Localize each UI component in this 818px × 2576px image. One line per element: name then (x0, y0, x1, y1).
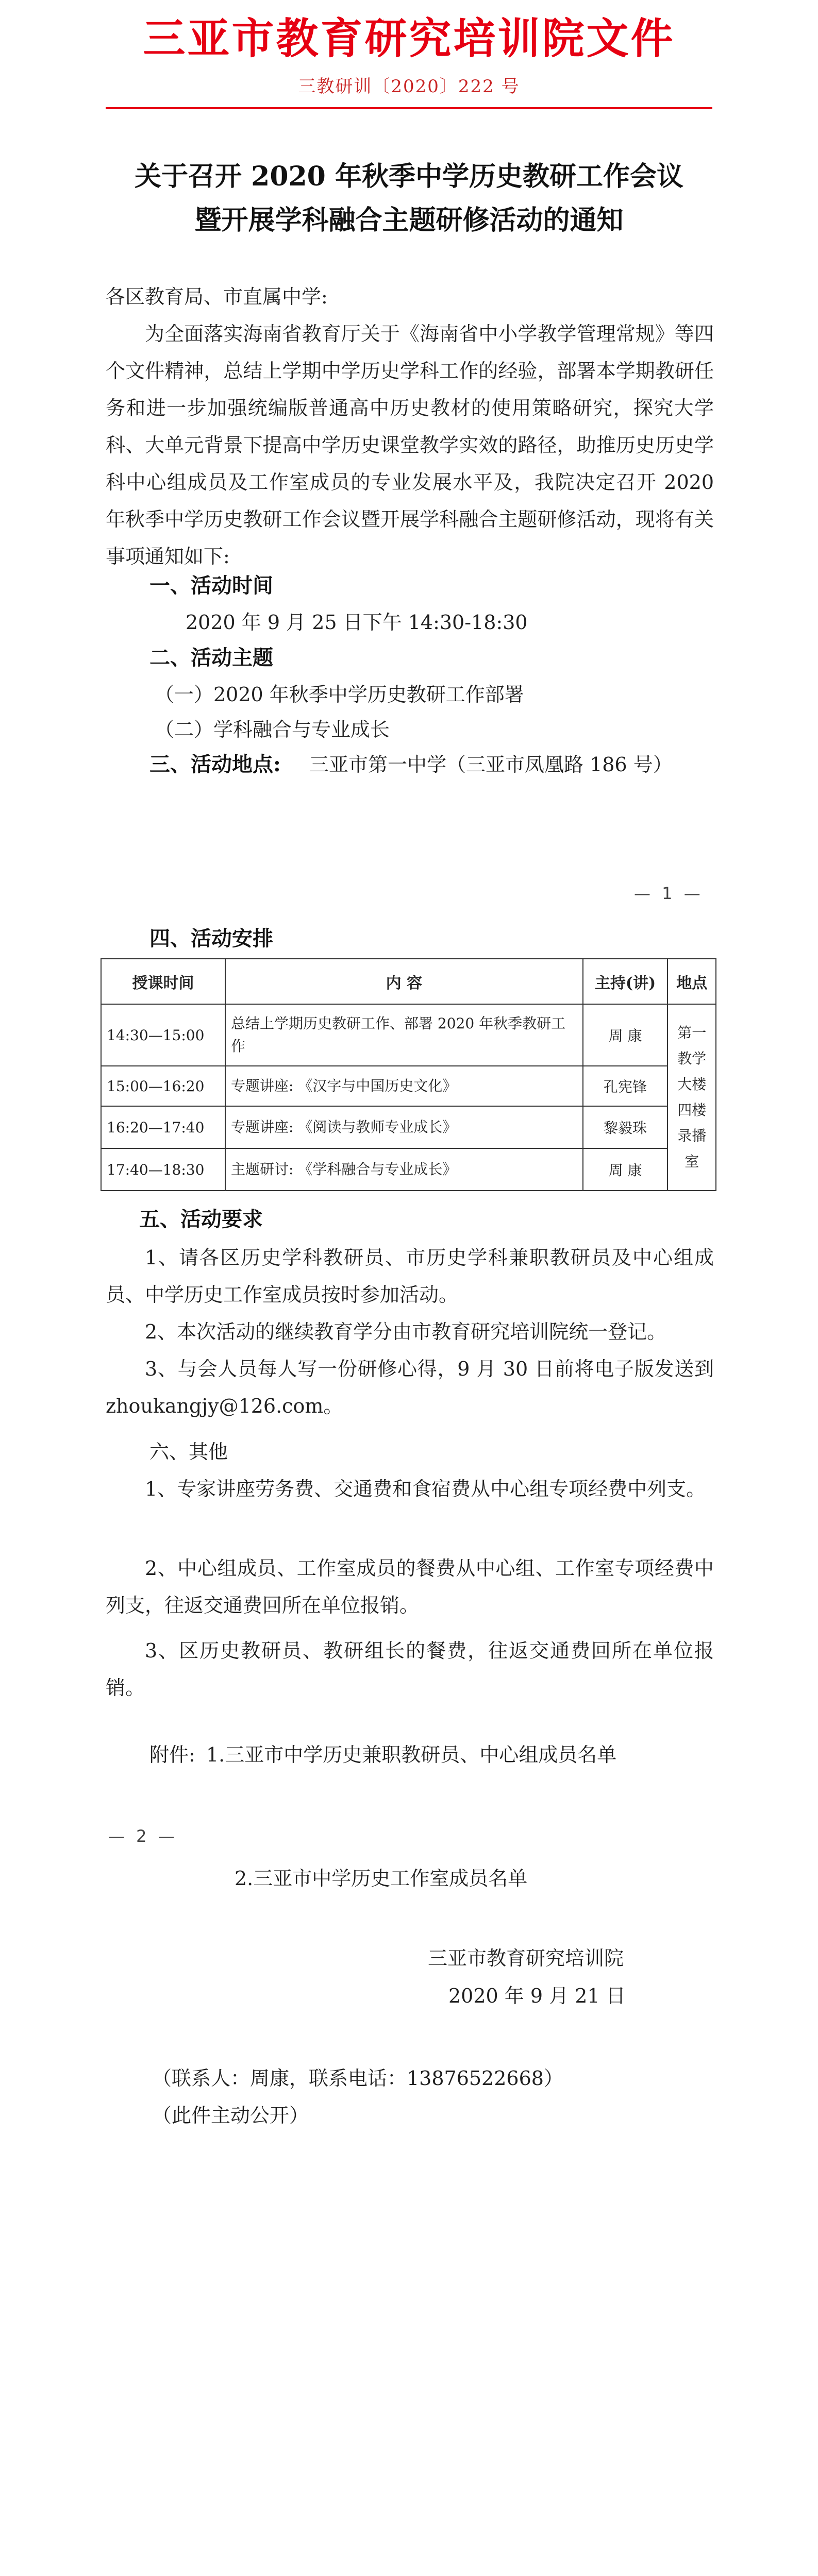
table-cell-time: 15:00—16:20 (101, 1066, 225, 1106)
table-cell-host: 周 康 (583, 1148, 668, 1191)
table-cell-content: 专题讲座: 《阅读与教师专业成长》 (225, 1106, 583, 1148)
section-5-heading: 五、活动要求 (139, 1207, 263, 1231)
table-cell-time: 14:30—15:00 (101, 1004, 225, 1066)
salutation: 各区教育局、市直属中学: (106, 285, 328, 308)
document-number: 三教研训〔2020〕222 号 (298, 76, 520, 97)
table-cell-content: 主题研讨: 《学科融合与专业成长》 (225, 1148, 583, 1191)
section-2-item: （一）2020 年秋季中学历史教研工作部署 (155, 683, 524, 706)
table-cell-host: 孔宪锋 (583, 1066, 668, 1106)
page-number: — 1 — (634, 884, 704, 903)
table-header-host: 主持(讲) (583, 959, 668, 1004)
table-cell-host: 黎毅珠 (583, 1106, 668, 1148)
attachment-item-1: 1.三亚市中学历史兼职教研员、中心组成员名单 (206, 1743, 617, 1766)
title-line-1: 关于召开 2020 年秋季中学历史教研工作会议 (135, 161, 683, 192)
contact-info: （联系人：周康，联系电话：13876522668） (152, 2067, 563, 2090)
table-cell-content: 专题讲座: 《汉字与中国历史文化》 (225, 1066, 583, 1106)
section-3-heading: 三、活动地点: (149, 752, 281, 776)
section-1-text: 2020 年 9 月 25 日下午 14:30-18:30 (186, 611, 528, 634)
section-3-text: 三亚市第一中学（三亚市凤凰路 186 号） (309, 753, 673, 776)
attachment-label: 附件: (149, 1743, 195, 1766)
requirement-item: 2、本次活动的继续教育学分由市教育研究培训院统一登记。 (145, 1320, 667, 1343)
table-cell-time: 16:20—17:40 (101, 1106, 225, 1148)
title-line-2: 暨开展学科融合主题研修活动的通知 (194, 205, 624, 236)
table-cell-time: 17:40—18:30 (101, 1148, 225, 1191)
section-2-item: （二）学科融合与专业成长 (155, 718, 390, 741)
document-header: 三亚市教育研究培训院文件 (143, 14, 675, 63)
table-row (101, 1004, 716, 1066)
section-1-heading: 一、活动时间 (149, 573, 273, 598)
table-cell-place: 第一教学大楼四楼录播室 (667, 1004, 716, 1191)
signature-date: 2020 年 9 月 21 日 (448, 1985, 626, 2007)
table-row (101, 1148, 716, 1191)
table-header-row (101, 959, 716, 1004)
table-row (101, 1106, 716, 1148)
intro-paragraph: 为全面落实海南省教育厅关于《海南省中小学教学管理常规》等四个文件精神，总结上学期中学历史学科工作的经验，部署本学期教研任务和进一步加强统编版普通高中历史教材的使用策略研究，探究大学科、大单元背景下提高中学历史课堂教学实效的路径，助推历史历史学科中心组成员及工作室成员的专业发展水平及，我院决定召开 2020 年秋季中学历史教研工作会议暨开展学科融合主题研修活动，现将有关事项通知如下: (106, 323, 714, 568)
other-item: 1、专家讲座劳务费、交通费和食宿费从中心组专项经费中列支。 (145, 1478, 706, 1500)
requirement-item: 1、请各区历史学科教研员、市历史学科兼职教研员及中心组成员、中学历史工作室成员按时参加活动。 (106, 1246, 714, 1306)
disclosure-note: （此件主动公开） (152, 2104, 309, 2127)
table-header-place: 地点 (667, 959, 716, 1004)
other-item: 3、区历史教研员、教研组长的餐费，往返交通费回所在单位报销。 (106, 1639, 714, 1699)
schedule-table (101, 958, 716, 1191)
attachment-item-2: 2.三亚市中学历史工作室成员名单 (235, 1867, 528, 1890)
table-header-content: 内 容 (225, 959, 583, 1004)
page-number: — 2 — (108, 1826, 178, 1846)
section-4-heading: 四、活动安排 (149, 926, 273, 951)
other-item: 2、中心组成员、工作室成员的餐费从中心组、工作室专项经费中列支，往返交通费回所在单位报销。 (106, 1557, 714, 1617)
section-2-heading: 二、活动主题 (149, 646, 273, 670)
requirement-item: 3、与会人员每人写一份研修心得，9 月 30 日前将电子版发送到 zhoukangjy@126.com。 (106, 1358, 714, 1417)
table-cell-host: 周 康 (583, 1004, 668, 1066)
table-row (101, 1066, 716, 1106)
table-cell-content: 总结上学期历史教研工作、部署 2020 年秋季教研工作 (225, 1004, 583, 1066)
header-red-rule (106, 107, 712, 109)
signature-org: 三亚市教育研究培训院 (428, 1947, 624, 1970)
table-header-time: 授课时间 (101, 959, 225, 1004)
section-6-heading: 六、其他 (149, 1440, 228, 1463)
